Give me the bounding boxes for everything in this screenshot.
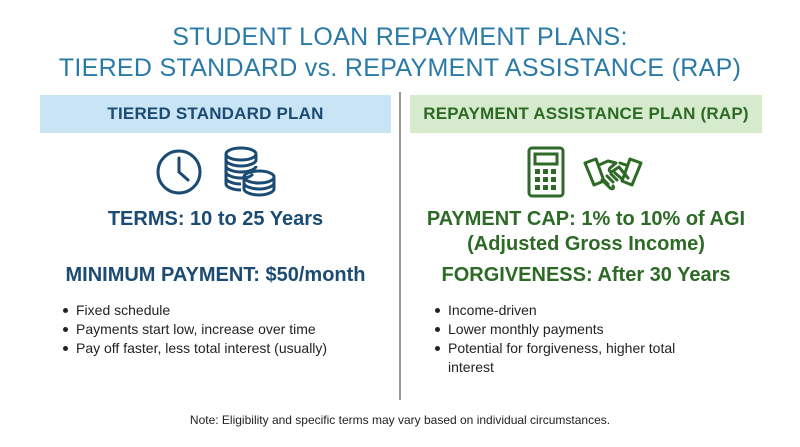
- list-item-text: Potential for forgiveness, higher total: [448, 340, 676, 356]
- terms-heading: TERMS: 10 to 25 Years: [107, 208, 324, 230]
- list-item: Income-driven: [432, 301, 675, 320]
- footnote: Note: Eligibility and specific terms may vary based on individual circumstances.: [189, 413, 611, 427]
- title-line-2: TIERED STANDARD vs. REPAYMENT ASSISTANCE (RAP): [58, 54, 742, 82]
- rap-column: [410, 95, 762, 375]
- list-item: [432, 339, 675, 377]
- list-item: Pay off faster, less total interest (usually): [60, 339, 327, 358]
- column-divider: [399, 92, 401, 400]
- coin-stack-icon: [221, 145, 279, 199]
- tiered-standard-banner: TIERED STANDARD PLAN: [40, 95, 391, 133]
- forgiveness-heading: FORGIVENESS: After 30 Years: [441, 264, 731, 286]
- payment-cap-heading: PAYMENT CAP: 1% to 10% of AGI: [426, 208, 746, 230]
- payment-cap-subheading: (Adjusted Gross Income): [467, 233, 705, 255]
- list-item: Lower monthly payments: [432, 320, 675, 339]
- rap-bullets: [432, 301, 675, 377]
- list-item: Fixed schedule: [60, 301, 327, 320]
- clock-icon: [154, 147, 204, 197]
- list-item-text-continued: interest: [448, 359, 494, 375]
- title-line-1: STUDENT LOAN REPAYMENT PLANS:: [172, 23, 628, 51]
- right-icons: [410, 147, 762, 201]
- tiered-standard-bullets: [60, 301, 327, 358]
- calculator-icon: [526, 145, 566, 199]
- rap-banner: REPAYMENT ASSISTANCE PLAN (RAP): [410, 95, 762, 133]
- handshake-icon: [582, 151, 644, 197]
- list-item: Payments start low, increase over time: [60, 320, 327, 339]
- page-title: [0, 22, 800, 84]
- tiered-standard-column: [40, 95, 391, 356]
- left-icons: [40, 147, 391, 201]
- minimum-payment-heading: MINIMUM PAYMENT: $50/month: [65, 264, 366, 286]
